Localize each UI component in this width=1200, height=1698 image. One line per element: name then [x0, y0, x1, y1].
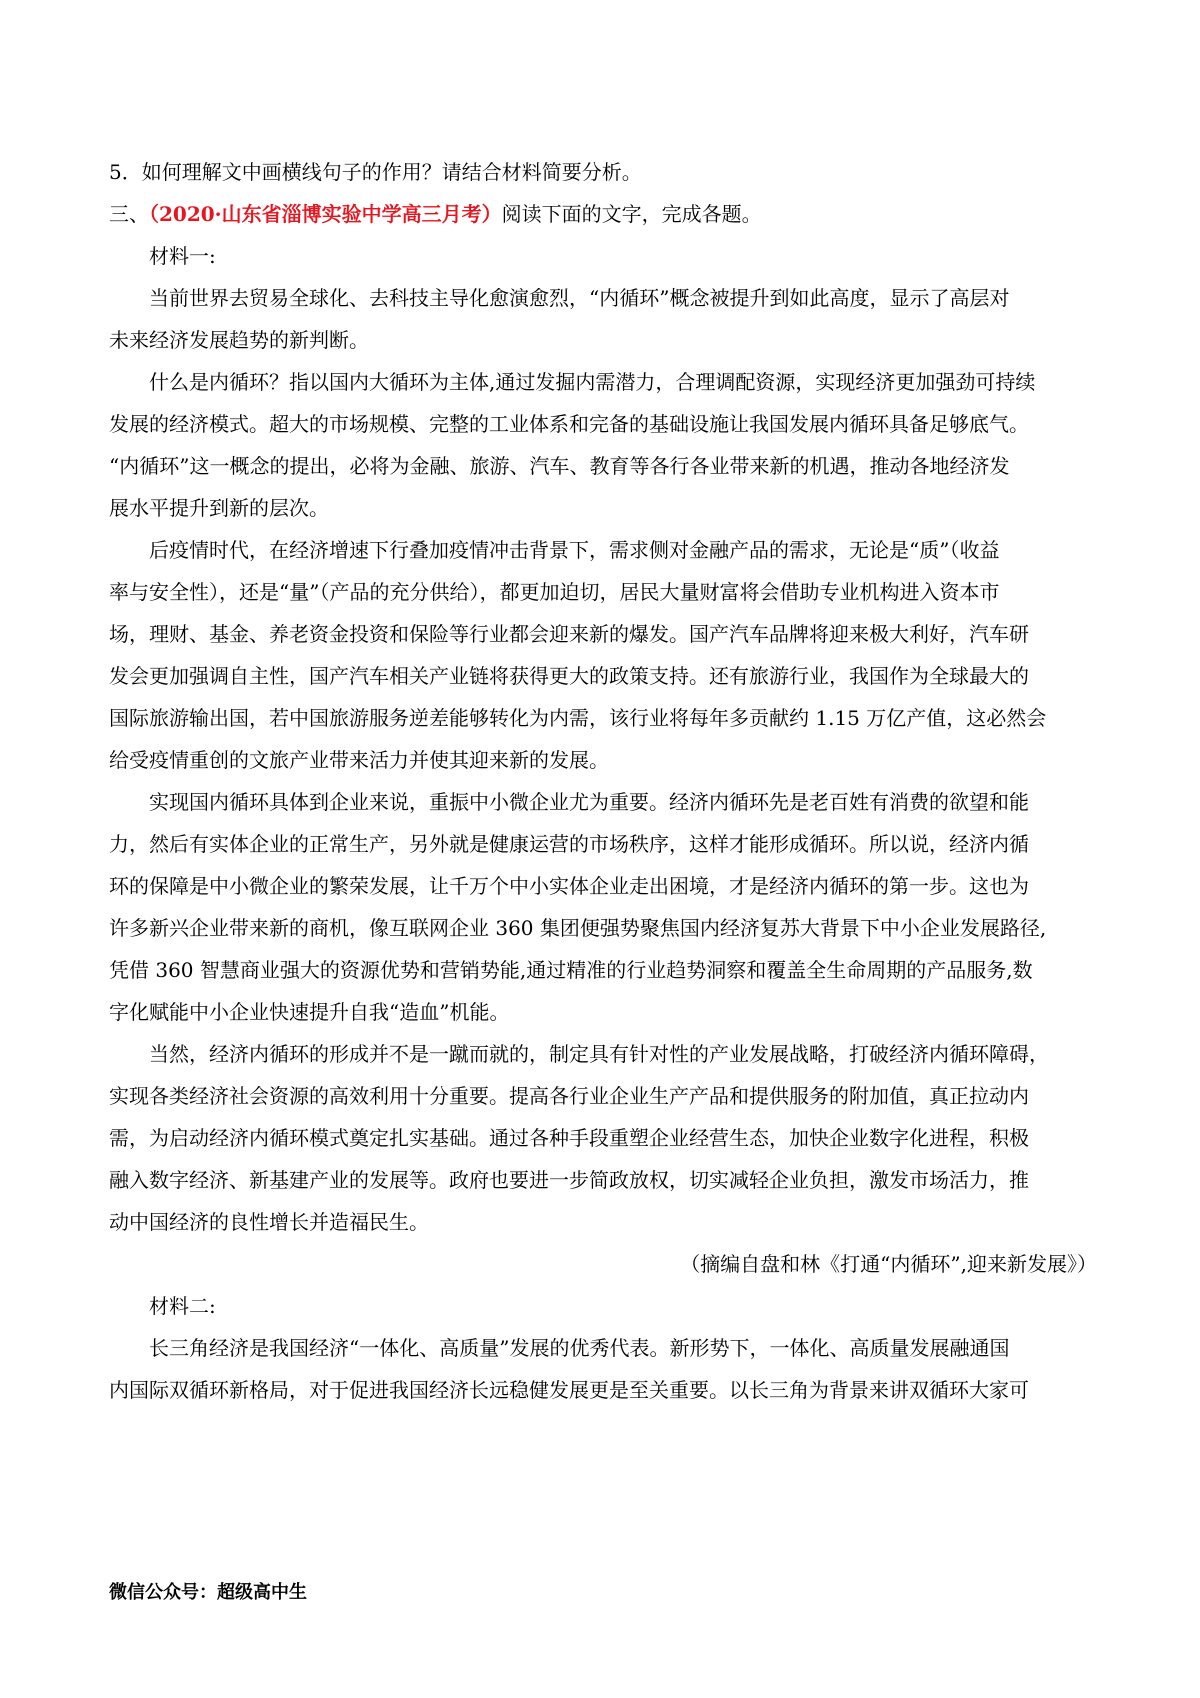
paragraph-line: “内循环”这一概念的提出，必将为金融、旅游、汽车、教育等各行各业带来新的机遇，推动各地经济发 [109, 454, 1010, 478]
paragraph-line: 后疫情时代，在经济增速下行叠加疫情冲击背景下，需求侧对金融产品的需求，无论是“质”（收益 [149, 538, 1000, 562]
paragraph-line: 长三角经济是我国经济“一体化、高质量”发展的优秀代表。新形势下，一体化、高质量发展融通国 [149, 1336, 1010, 1360]
paragraph-line: 未来经济发展趋势的新判断。 [109, 328, 369, 352]
paragraph-line: 需，为启动经济内循环模式奠定扎实基础。通过各种手段重塑企业经营生态，加快企业数字化进程，积极 [109, 1126, 1029, 1150]
section-3-instruction: 阅读下面的文字，完成各题。 [501, 202, 762, 226]
paragraph-line: 字化赋能中小企业快速提升自我“造血”机能。 [109, 1000, 510, 1024]
footer-wechat-account: 微信公众号：超级高中生 [109, 1582, 307, 1603]
paragraph-line: 许多新兴企业带来新的商机，像互联网企业 360 集团便强势聚焦国内经济复苏大背景下中小企业发展路径, [109, 916, 1047, 940]
paragraph-line: 实现各类经济社会资源的高效利用十分重要。提高各行业企业生产产品和提供服务的附加值，真正拉动内 [109, 1084, 1029, 1108]
section-3-heading [109, 193, 1097, 235]
paragraph-line: 融入数字经济、新基建产业的发展等。政府也要进一步简政放权，切实减轻企业负担，激发市场活力，推 [109, 1168, 1029, 1192]
paragraph-line: 发会更加强调自主性，国产汽车相关产业链将获得更大的政策支持。还有旅游行业，我国作为全球最大的 [109, 664, 1029, 688]
section-3-source: （2020·山东省淄博实验中学高三月考） [149, 202, 502, 226]
paragraph-line: 凭借 360 智慧商业强大的资源优势和营销势能,通过精准的行业趋势洞察和覆盖全生命周期的产品服务,数 [109, 958, 1033, 982]
material-1-label: 材料一: [149, 244, 216, 268]
material-1-source-row [109, 1243, 1097, 1285]
section-3-prefix: 三、 [109, 202, 149, 226]
paragraph-line: 场，理财、基金、养老资金投资和保险等行业都会迎来新的爆发。国产汽车品牌将迎来极大利好，汽车研 [109, 622, 1029, 646]
paragraph-line: 率与安全性），还是“量”（产品的充分供给），都更加迫切，居民大量财富将会借助专业机构进入资本市 [109, 580, 1000, 604]
question-5: 5．如何理解文中画横线句子的作用？请结合材料简要分析。 [109, 160, 642, 184]
paragraph-line: 展水平提升到新的层次。 [109, 496, 329, 520]
paragraph-line: 给受疫情重创的文旅产业带来活力并使其迎来新的发展。 [109, 748, 609, 772]
material-1-text [109, 277, 1097, 1243]
paragraph-line: 国际旅游输出国，若中国旅游服务逆差能够转化为内需，该行业将每年多贡献约 1.15 万亿产值，这必然会 [109, 706, 1047, 730]
paragraph-line: 当然，经济内循环的形成并不是一蹴而就的，制定具有针对性的产业发展战略，打破经济内循环障碍， [149, 1042, 1049, 1066]
paragraph-line: 什么是内循环？指以国内大循环为主体,通过发掘内需潜力，合理调配资源，实现经济更加强劲可持续 [149, 370, 1036, 394]
material-2-text [109, 1327, 1097, 1411]
paragraph-line: 实现国内循环具体到企业来说，重振中小微企业尤为重要。经济内循环先是老百姓有消费的欲望和能 [149, 790, 1029, 814]
document-body [109, 151, 1097, 1411]
material-2-label: 材料二: [149, 1294, 216, 1318]
paragraph-line: 动中国经济的良性增长并造福民生。 [109, 1210, 429, 1234]
paragraph-line: 发展的经济模式。超大的市场规模、完整的工业体系和完备的基础设施让我国发展内循环具备足够底气。 [109, 412, 1029, 436]
material-1-source: （摘编自盘和林《打通“内循环”,迎来新发展》） [680, 1252, 1097, 1276]
paragraph-line: 环的保障是中小微企业的繁荣发展，让千万个中小实体企业走出困境，才是经济内循环的第一步。这也为 [109, 874, 1029, 898]
paragraph-line: 当前世界去贸易全球化、去科技主导化愈演愈烈，“内循环”概念被提升到如此高度，显示了高层对 [149, 286, 1010, 310]
paragraph-line: 力，然后有实体企业的正常生产，另外就是健康运营的市场秩序，这样才能形成循环。所以说，经济内循 [109, 832, 1029, 856]
paragraph-line: 内国际双循环新格局，对于促进我国经济长远稳健发展更是至关重要。以长三角为背景来讲双循环大家可 [109, 1378, 1029, 1402]
